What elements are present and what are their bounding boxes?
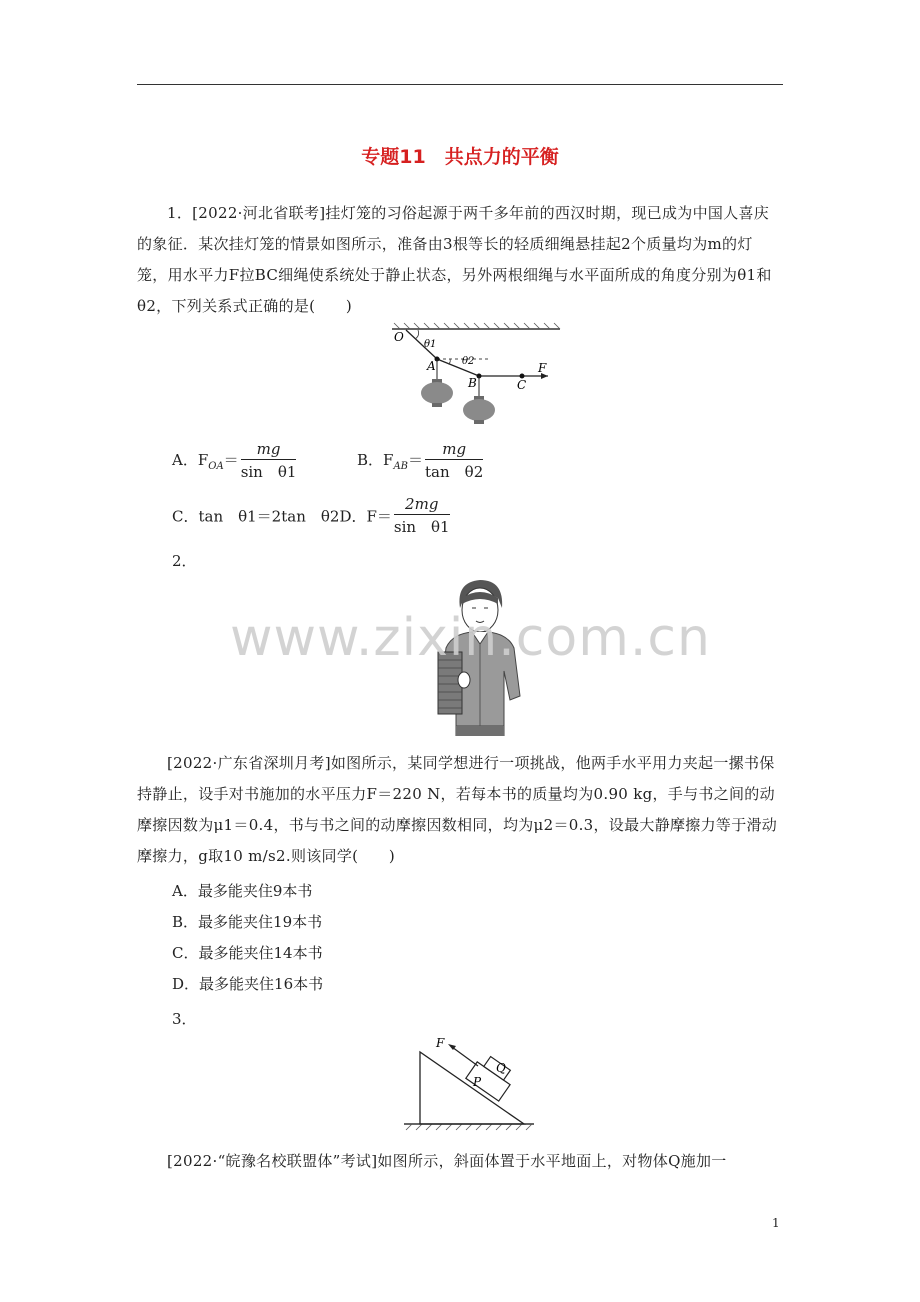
incline-figure (400, 1032, 540, 1132)
q1-option-c-d: C．tan θ1＝2tan θ2D．F＝ $\frac{2mg}{\text{sin θ1}}$ (172, 495, 450, 536)
q2-option-b: B．最多能夹住19本书 (172, 913, 323, 931)
label-a: A (427, 359, 436, 373)
q1-stem: 1．[2022·河北省联考]挂灯笼的习俗起源于两千多年前的西汉时期，现已成为中国人喜庆的象征．某次挂灯笼的情景如图所示，准备由3根等长的轻质细绳悬挂起2个质量均为m的灯笼，用水平力F拉BC细绳使系统处于静止状态，另外两根细绳与水平面所成的角度分别为θ1和θ2，下列关系式正确的是( ) (137, 204, 772, 315)
q3-number: 3． (172, 1010, 197, 1028)
label-theta2: θ2 (462, 356, 475, 367)
q1-option-a: A．$F_{OA}=$ $\frac{mg}{\text{sin θ1}}$ (172, 440, 297, 481)
q1-option-b: B．$F_{AB}=$ $\frac{mg}{\text{tan θ2}}$ (357, 440, 484, 481)
page-title: 专题11 共点力的平衡 (361, 146, 559, 168)
q2-stem: [2022·广东省深圳月考]如图所示，某同学想进行一项挑战，他两手水平用力夹起一摞书保持静止，设手对书施加的水平压力F＝220 N，若每本书的质量均为0.90 kg，手与书之间的动摩擦因数为μ1＝0.4，书与书之间的动摩擦因数相同，均为μ2＝0.3，设最大静摩擦力等于滑动摩擦力，g取10 m/s2.则该同学( ) (137, 754, 778, 865)
q3-stem: [2022·“皖豫名校联盟体”考试]如图所示，斜面体置于水平地面上，对物体Q施加一 (167, 1152, 727, 1170)
lantern-right (463, 396, 495, 424)
label-theta1: θ1 (424, 339, 437, 350)
header-rule (137, 84, 783, 85)
label-c: C (517, 378, 527, 392)
watermark: www.zixin.com.cn (230, 608, 711, 668)
q2-number: 2． (172, 552, 197, 570)
q2-option-d: D．最多能夹住16本书 (172, 975, 324, 993)
label-o: O (394, 330, 404, 344)
q1-option-d: D．F＝ (339, 507, 392, 526)
label-f: F (436, 1036, 445, 1050)
q2-option-c: C．最多能夹住14本书 (172, 944, 323, 962)
label-f: F (538, 361, 547, 375)
label-p: P (473, 1075, 482, 1089)
q1-option-c: C．tan θ1＝2tan θ2 (172, 507, 340, 526)
label-b: B (468, 376, 477, 390)
lantern-left (421, 379, 453, 407)
lantern-figure (380, 322, 570, 430)
label-q: Q (496, 1061, 506, 1075)
q2-option-a: A．最多能夹住9本书 (172, 882, 313, 900)
page-number: 1 (772, 1216, 780, 1230)
